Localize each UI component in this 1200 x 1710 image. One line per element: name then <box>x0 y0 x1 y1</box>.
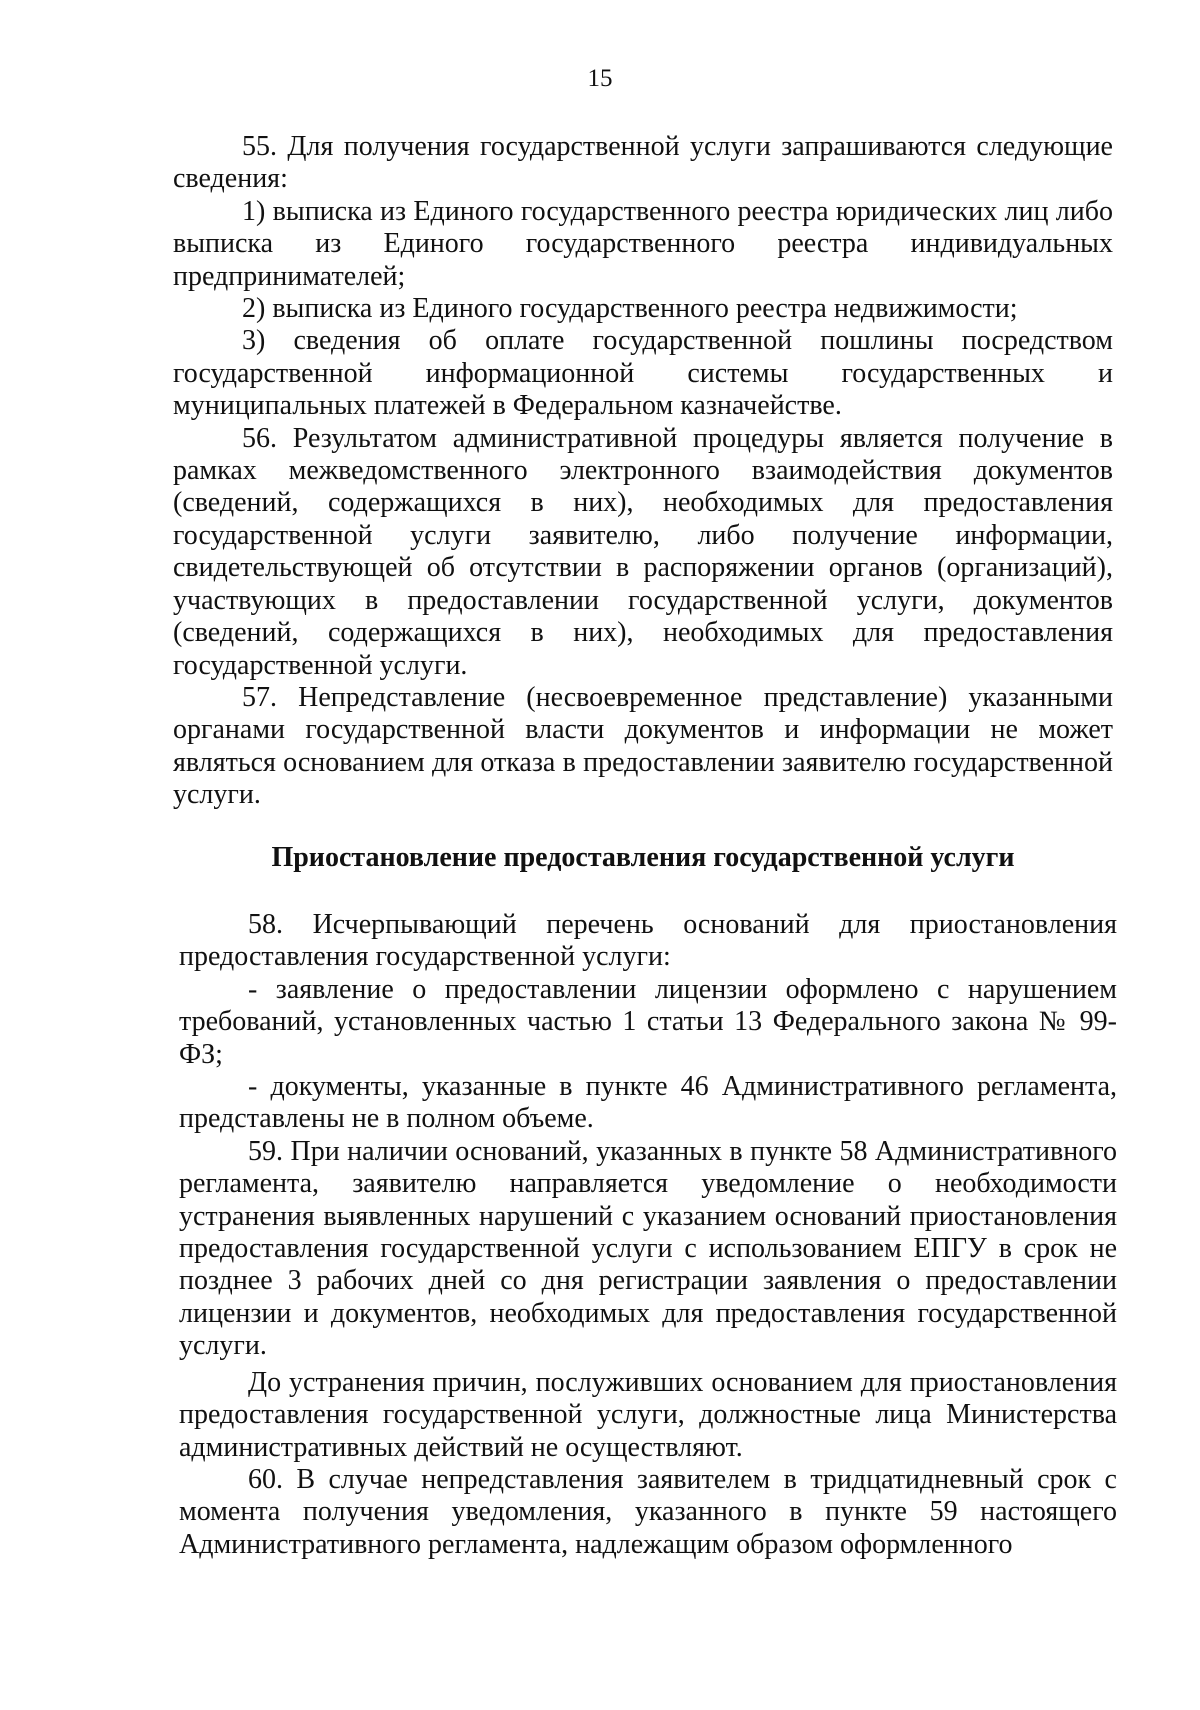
page-number: 15 <box>587 65 613 92</box>
section-requested-information <box>173 131 1113 812</box>
paragraph-56: 56. Результатом административной процедуры является получение в рамках межведомственного электронного взаимодействия документов (сведений, содержащихся в них), необходимых для предоставления государственной услуги заявителю, либо получение информации, свидетельствующей об отсутствии в распоряжении органов (организаций), участвующих в предоставлении государственной услуги, документов (сведений, содержащихся в них), необходимых для предоставления государственной услуги. <box>173 422 1113 681</box>
paragraph-60: 60. В случае непредставления заявителем в тридцатидневный срок с момента получения уведомления, указанного в пункте 59 настоящего Административного регламента, надлежащим образом оформленного <box>179 1463 1117 1560</box>
suspension-ground-1: - заявление о предоставлении лицензии оформлено с нарушением требований, установленных частью 1 статьи 13 Федерального закона № 99-ФЗ; <box>179 973 1117 1070</box>
paragraph-57: 57. Непредставление (несвоевременное представление) указанными органами государственной власти документов и информации не может являться основанием для отказа в предоставлении заявителю государственной услуги. <box>173 681 1113 811</box>
section-heading: Приостановление предоставления государственной услуги <box>271 842 1015 873</box>
paragraph-58: 58. Исчерпывающий перечень оснований для приостановления предоставления государственной услуги: <box>179 909 1117 973</box>
list-item-2: 2) выписка из Единого государственного реестра недвижимости; <box>242 293 1018 325</box>
paragraph-59: 59. При наличии оснований, указанных в пункте 58 Административного регламента, заявителю направляется уведомление о необходимости устранения выявленных нарушений с указанием оснований приостановления предоставления государственной услуги с использованием ЕПГУ в срок не позднее 3 рабочих дней со дня регистрации заявления о предоставлении лицензии и документов, необходимых для предоставления государственной услуги. <box>179 1135 1117 1362</box>
section-suspension <box>179 909 1117 1561</box>
paragraph-59-continuation: До устранения причин, послуживших основанием для приостановления предоставления государственной услуги, должностные лица Министерства административных действий не осуществляют. <box>179 1366 1117 1463</box>
suspension-ground-2: - документы, указанные в пункте 46 Административного регламента, представлены не в полном объеме. <box>179 1071 1117 1135</box>
paragraph-55: 55. Для получения государственной услуги запрашиваются следующие сведения: <box>173 131 1113 195</box>
list-item-3: 3) сведения об оплате государственной пошлины посредством государственной информационной системы государственных и муниципальных платежей в Федеральном казначействе. <box>173 325 1113 422</box>
list-item-1: 1) выписка из Единого государственного реестра юридических лиц либо выписка из Единого государственного реестра индивидуальных предпринимателей; <box>173 195 1113 292</box>
